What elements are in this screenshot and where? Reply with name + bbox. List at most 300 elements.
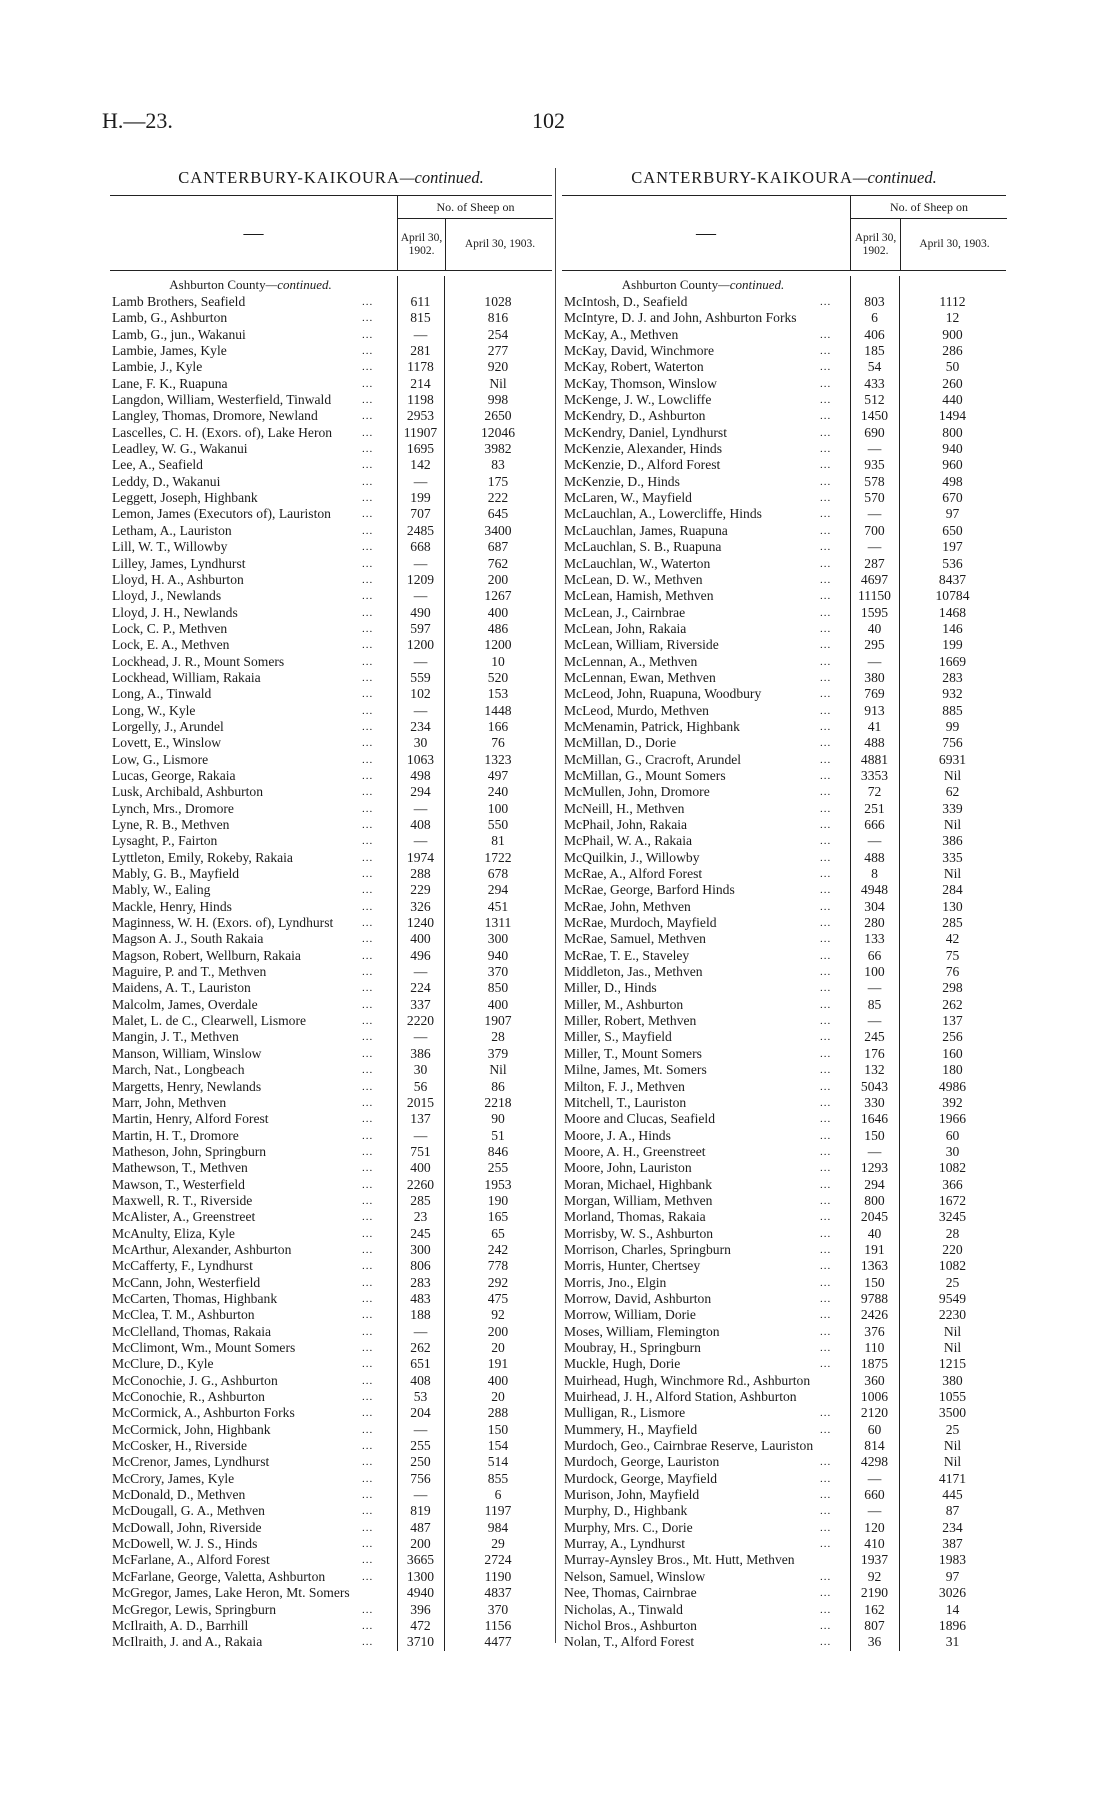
table-row <box>562 327 1006 343</box>
table-row <box>562 523 1006 539</box>
owner-name: Miller, D., Hinds <box>564 980 657 996</box>
sheep-1902: 200 <box>410 1536 431 1552</box>
leader-dots: ... <box>362 819 374 831</box>
leader-dots: ... <box>362 1538 374 1551</box>
leader-dots: ... <box>820 835 832 848</box>
owner-name: Lockhead, William, Rakaia <box>112 669 261 685</box>
owner-name: McAlister, A., Greenstreet <box>112 1209 256 1225</box>
sheep-1903: 51 <box>491 1127 505 1143</box>
sheep-1903: 380 <box>942 1372 963 1388</box>
owner-name: Morrow, David, Ashburton <box>564 1290 712 1306</box>
sheep-1903: 445 <box>942 1487 963 1503</box>
table-row <box>562 1291 1006 1307</box>
table-row <box>562 376 1006 392</box>
sheep-1902: 110 <box>864 1340 885 1355</box>
owner-name: Manson, William, Winslow <box>112 1045 262 1061</box>
table-row <box>110 1634 552 1650</box>
leader-dots: ... <box>820 1145 832 1158</box>
owner-name: Morris, Hunter, Chertsey <box>564 1258 701 1274</box>
leader-dots: ... <box>362 868 374 881</box>
table-row <box>562 1405 1006 1421</box>
sheep-1902: — <box>413 653 428 669</box>
sheep-1902: 11150 <box>858 588 891 604</box>
leader-dots: ... <box>362 851 374 864</box>
table-row <box>110 1487 552 1503</box>
leader-dots: ... <box>820 557 832 570</box>
leader-dots: ... <box>820 1407 832 1420</box>
sheep-1903: 1722 <box>484 849 512 865</box>
sheep-1903: 99 <box>945 718 960 734</box>
sheep-1902: — <box>867 1470 882 1486</box>
table-row <box>562 850 1006 866</box>
sheep-1902: — <box>413 1127 428 1143</box>
table-row <box>110 605 552 621</box>
owner-name: Lyttleton, Emily, Rokeby, Rakaia <box>112 849 293 865</box>
sheep-1903: 284 <box>942 882 963 898</box>
table-row <box>110 457 552 473</box>
leader-dots: ... <box>362 1080 374 1093</box>
leader-dots: ... <box>362 933 374 946</box>
owner-name: Mangin, J. T., Methven <box>112 1029 239 1045</box>
table-row <box>562 1062 1006 1078</box>
table-row <box>110 294 552 310</box>
owner-name: McLennan, Ewan, Methven <box>564 669 716 685</box>
sheep-1903: 14 <box>945 1601 960 1617</box>
leader-dots: ... <box>362 966 374 979</box>
group-label: No. of Sheep on <box>851 196 1007 219</box>
sheep-1903: 242 <box>487 1241 509 1257</box>
sheep-1902: 690 <box>864 424 885 440</box>
owner-name: McCarten, Thomas, Highbank <box>112 1290 278 1306</box>
leader-dots: ... <box>362 655 374 668</box>
sheep-1903: 670 <box>942 490 963 506</box>
sheep-1903: 62 <box>945 784 960 800</box>
leader-dots: ... <box>362 459 374 472</box>
sheep-1902: 234 <box>410 718 431 734</box>
owner-name: Moore, John, Lauriston <box>564 1160 692 1176</box>
table-row <box>562 490 1006 506</box>
leader-dots: ... <box>362 1064 374 1077</box>
table-row <box>562 294 1006 310</box>
sheep-1902: 815 <box>410 310 431 326</box>
sheep-1902: 1695 <box>406 441 435 457</box>
sheep-1903: 256 <box>942 1029 963 1045</box>
sheep-1903: 486 <box>487 620 509 636</box>
sheep-1903: 885 <box>942 702 963 718</box>
owner-name: McKay, Thomson, Winslow <box>564 375 717 391</box>
leader-dots: ... <box>362 704 374 717</box>
table-row <box>562 752 1006 768</box>
sheep-1902: — <box>413 326 428 342</box>
table-row <box>562 605 1006 621</box>
sheep-1902: 56 <box>413 1078 428 1094</box>
sheep-1902: 120 <box>864 1519 885 1535</box>
sheep-1903: 20 <box>491 1340 505 1355</box>
owner-name: McLauchlan, W., Waterton <box>564 555 711 571</box>
sheep-1903: 191 <box>487 1356 509 1372</box>
owner-name: Murray, A., Lyndhurst <box>564 1536 686 1552</box>
sheep-1902: 1450 <box>860 408 889 424</box>
leader-dots: ... <box>362 1391 374 1404</box>
leader-dots: ... <box>362 1227 374 1240</box>
table-row <box>110 1062 552 1078</box>
table-row <box>562 425 1006 441</box>
owner-name: Muirhead, Hugh, Winchmore Rd., Ashburton <box>564 1372 811 1388</box>
sheep-1902: 245 <box>410 1225 431 1241</box>
owner-name: Malet, L. de C., Clearwell, Lismore <box>112 1013 307 1029</box>
sheep-1902: 9788 <box>860 1290 889 1306</box>
table-row <box>110 735 552 751</box>
leader-dots: ... <box>820 655 832 668</box>
sheep-1903: 1311 <box>484 915 512 931</box>
table-row <box>110 1569 552 1585</box>
leader-dots: ... <box>362 688 374 701</box>
sheep-1903: 42 <box>945 931 960 947</box>
owner-name: McLauchlan, A., Lowercliffe, Hinds <box>564 506 762 522</box>
sheep-1903: 28 <box>491 1029 505 1045</box>
leader-dots: ... <box>362 492 374 505</box>
sheep-1903: 1197 <box>484 1503 512 1519</box>
leader-dots: ... <box>362 557 374 570</box>
sheep-1902: 2015 <box>406 1094 435 1110</box>
sheep-1902: 803 <box>864 294 885 309</box>
sheep-1903: 536 <box>942 555 963 571</box>
sheep-1903: 87 <box>945 1503 960 1519</box>
group-label: No. of Sheep on <box>398 196 553 219</box>
leader-dots: ... <box>362 508 374 521</box>
table-row <box>110 1454 552 1470</box>
owner-name: Moses, William, Flemington <box>564 1323 720 1339</box>
table-row <box>110 1471 552 1487</box>
sheep-1903: 4986 <box>938 1078 967 1094</box>
leader-dots: ... <box>820 1178 832 1191</box>
sheep-1903: 234 <box>942 1519 963 1535</box>
table-row <box>562 1258 1006 1274</box>
county-name: Ashburton County <box>169 277 266 292</box>
owner-name: Martin, H. T., Dromore <box>112 1127 239 1143</box>
leader-dots: ... <box>820 1521 832 1534</box>
table-row <box>110 1160 552 1176</box>
owner-name: Mackle, Henry, Hinds <box>112 898 232 914</box>
leader-dots: ... <box>362 884 374 897</box>
owner-name: McLauchlan, S. B., Ruapuna <box>564 539 722 555</box>
table-row <box>562 572 1006 588</box>
sheep-1903: 1267 <box>484 588 512 604</box>
table-row <box>562 1111 1006 1127</box>
table-row <box>110 1389 552 1405</box>
leader-dots: ... <box>362 1015 374 1028</box>
table-row <box>110 1552 552 1568</box>
leader-dots: ... <box>820 704 832 717</box>
table-row <box>562 1340 1006 1356</box>
sheep-1903: 254 <box>487 326 509 342</box>
sheep-1903: 678 <box>487 866 509 882</box>
sheep-1903: 1200 <box>484 637 512 653</box>
sheep-1903: 260 <box>942 375 963 391</box>
sheep-1902: 2190 <box>860 1585 889 1601</box>
table-row <box>110 1275 552 1291</box>
sheep-1902: 262 <box>410 1340 431 1355</box>
sheep-1903: 25 <box>945 1274 960 1290</box>
sheep-1903: 130 <box>942 898 963 914</box>
table-row <box>562 1389 1006 1405</box>
table-row <box>562 1128 1006 1144</box>
sheep-1902: — <box>413 555 428 571</box>
table-row <box>110 1258 552 1274</box>
sheep-1902: 751 <box>410 1143 431 1159</box>
sheep-1903: 97 <box>945 1568 960 1584</box>
leader-dots: ... <box>362 982 374 995</box>
county-heading <box>110 276 391 294</box>
leader-dots: ... <box>362 1407 374 1420</box>
sheep-1903: 370 <box>487 1601 509 1617</box>
sheep-1903: 940 <box>942 441 963 457</box>
table-row <box>562 1209 1006 1225</box>
owner-name: Lemon, James (Executors of), Lauriston <box>112 506 331 522</box>
sheep-1902: 4697 <box>860 571 889 587</box>
owner-name: Miller, M., Ashburton <box>564 996 684 1012</box>
owner-name: Mawson, T., Westerfield <box>112 1176 245 1192</box>
sheep-1903: 339 <box>942 800 963 816</box>
leader-dots: ... <box>820 1603 832 1616</box>
owner-name: McMillan, D., Dorie <box>564 735 677 751</box>
sheep-1902: 408 <box>410 817 431 832</box>
sheep-1903: 146 <box>942 620 963 636</box>
leader-dots: ... <box>820 737 832 750</box>
sheep-1903: 900 <box>942 326 963 342</box>
table-row <box>110 850 552 866</box>
sheep-1903: 855 <box>487 1470 509 1486</box>
sheep-1903: 197 <box>942 539 963 555</box>
sheep-1902: 41 <box>867 718 882 734</box>
table-row <box>110 310 552 326</box>
leader-dots: ... <box>362 1342 374 1354</box>
leader-dots: ... <box>362 671 374 684</box>
sheep-1902: — <box>867 441 882 457</box>
sheep-1903: 1983 <box>938 1552 967 1568</box>
leader-dots: ... <box>362 361 374 374</box>
sheep-1902: 1646 <box>860 1111 889 1127</box>
sheep-1903: 1953 <box>484 1176 512 1192</box>
table-row <box>110 833 552 849</box>
sheep-1903: 298 <box>942 980 963 996</box>
leader-dots: ... <box>820 1211 832 1224</box>
owner-name: March, Nat., Longbeach <box>112 1062 245 1078</box>
owner-name: Lamb, G., jun., Wakanui <box>112 326 246 342</box>
sheep-1902: 85 <box>867 996 882 1012</box>
table-row <box>110 1111 552 1127</box>
owner-name: Lane, F. K., Ruapuna <box>112 375 228 391</box>
sheep-1903: 65 <box>491 1225 505 1241</box>
sheep-1902: 660 <box>864 1487 885 1503</box>
owner-name: McConochie, J. G., Ashburton <box>112 1372 278 1388</box>
owner-name: Low, G., Lismore <box>112 751 209 767</box>
sheep-1902: 214 <box>410 375 431 391</box>
sheep-1902: 66 <box>867 947 882 963</box>
sheep-1902: 2220 <box>406 1013 435 1029</box>
sheep-1903: 960 <box>942 457 963 473</box>
table-row <box>110 556 552 572</box>
table-row <box>562 441 1006 457</box>
table-row <box>562 1193 1006 1209</box>
owner-name: Nee, Thomas, Cairnbrae <box>564 1585 697 1601</box>
table-row <box>562 801 1006 817</box>
table-row <box>562 506 1006 522</box>
table-row <box>110 425 552 441</box>
sheep-1902: 250 <box>410 1454 431 1470</box>
sheep-1903: 300 <box>487 931 509 947</box>
sheep-1902: 40 <box>867 620 882 636</box>
sheep-1902: 1595 <box>860 604 889 620</box>
leader-dots: ... <box>362 622 374 635</box>
sheep-1902: 337 <box>410 996 431 1012</box>
sheep-1902: 1363 <box>860 1258 889 1274</box>
table-row <box>110 1618 552 1634</box>
sheep-1902: 386 <box>410 1045 431 1061</box>
table-row <box>562 686 1006 702</box>
leader-dots: ... <box>362 1619 374 1632</box>
table-row <box>110 1307 552 1323</box>
sheep-1903: 292 <box>487 1274 509 1290</box>
table-row <box>110 523 552 539</box>
sheep-1902: 570 <box>864 490 885 506</box>
sheep-1903: 366 <box>942 1176 963 1192</box>
table-body <box>110 276 552 1651</box>
table-row <box>562 539 1006 555</box>
owner-name: McCrory, James, Kyle <box>112 1470 235 1486</box>
owner-name: McClure, D., Kyle <box>112 1356 214 1372</box>
sheep-1903: 92 <box>491 1307 505 1323</box>
table-row <box>110 392 552 408</box>
owner-name: McKay, A., Methven <box>564 326 679 342</box>
leader-dots: ... <box>820 361 832 374</box>
owner-name: Murdock, George, Mayfield <box>564 1470 718 1486</box>
owner-name: McGregor, Lewis, Springburn <box>112 1601 277 1617</box>
sheep-1902: 283 <box>410 1274 431 1290</box>
sheep-1902: 498 <box>410 767 431 783</box>
table-row <box>110 1324 552 1340</box>
owner-name: Lynch, Mrs., Dromore <box>112 800 234 816</box>
sheep-1902: 2045 <box>860 1209 889 1225</box>
sheep-1902: 102 <box>410 686 431 702</box>
owner-name: McLean, Hamish, Methven <box>564 588 714 604</box>
table-row <box>110 343 552 359</box>
leader-dots: ... <box>362 1521 374 1534</box>
sheep-1903: Nil <box>943 1454 962 1470</box>
sheep-1903: 86 <box>491 1078 505 1094</box>
owner-name: McRae, George, Barford Hinds <box>564 882 735 898</box>
sheep-1903: 1215 <box>938 1356 967 1372</box>
sheep-1902: 406 <box>864 326 885 342</box>
sheep-1902: 597 <box>410 620 431 636</box>
sheep-1902: 1198 <box>407 392 434 408</box>
table-header <box>110 195 552 271</box>
owner-name: McCormick, A., Ashburton Forks <box>112 1405 295 1421</box>
owner-name: Lamb Brothers, Seafield <box>112 294 246 309</box>
sheep-1902: — <box>413 800 428 816</box>
leader-dots: ... <box>820 1325 832 1338</box>
sheep-1903: 940 <box>487 947 509 963</box>
owner-name: McFarlane, A., Alford Forest <box>112 1552 270 1568</box>
table-row <box>562 1552 1006 1568</box>
sheep-1902: 3353 <box>860 767 889 783</box>
owner-name: Marr, John, Methven <box>112 1094 227 1110</box>
owner-name: Morrison, Charles, Springburn <box>564 1241 731 1257</box>
table-row <box>562 1503 1006 1519</box>
sheep-1902: 1937 <box>860 1552 889 1568</box>
leader-dots: ... <box>362 1178 374 1191</box>
sheep-1903: 1468 <box>938 604 967 620</box>
leader-dots: ... <box>820 998 832 1011</box>
sheep-1903: 2230 <box>938 1307 967 1323</box>
leader-dots: ... <box>362 1472 374 1485</box>
owner-name: McCafferty, F., Lyndhurst <box>112 1258 253 1274</box>
owner-name: Letham, A., Lauriston <box>112 522 232 538</box>
table-row <box>562 964 1006 980</box>
table-row <box>110 866 552 882</box>
table-row <box>562 1177 1006 1193</box>
owner-name: McCormick, John, Highbank <box>112 1421 271 1437</box>
table-row <box>562 1536 1006 1552</box>
owner-name: Magson, Robert, Wellburn, Rakaia <box>112 947 301 963</box>
owner-name: Matheson, John, Springburn <box>112 1143 267 1159</box>
sheep-1902: 330 <box>864 1094 885 1110</box>
sheep-1903: 30 <box>945 1143 960 1159</box>
owner-name: Long, W., Kyle <box>112 702 196 718</box>
sheep-1903: 12046 <box>481 424 515 440</box>
page-number: 102 <box>532 108 565 133</box>
sheep-1903: 25 <box>945 1421 960 1437</box>
table-row <box>562 1618 1006 1634</box>
sheep-1902: 4881 <box>860 751 889 767</box>
owner-name: Maguire, P. and T., Methven <box>112 964 267 980</box>
table-row <box>562 768 1006 784</box>
owner-name: Morris, Jno., Elgin <box>564 1274 667 1290</box>
owner-name: Magson A. J., South Rakaia <box>112 931 264 947</box>
sheep-1902: 72 <box>867 784 882 800</box>
sheep-1902: 176 <box>864 1045 885 1061</box>
sheep-1903: 60 <box>945 1127 960 1143</box>
owner-name: McKay, David, Winchmore <box>564 343 715 359</box>
sheep-1903: 76 <box>491 735 505 751</box>
leader-dots: ... <box>820 982 832 995</box>
sheep-1902: 668 <box>410 539 431 555</box>
sheep-1903: 645 <box>487 506 509 522</box>
owner-name: Muirhead, J. H., Alford Station, Ashburton <box>564 1389 797 1405</box>
sheep-1903: 3400 <box>484 522 512 538</box>
leader-dots: ... <box>820 541 832 554</box>
sheep-1903: 200 <box>487 571 509 587</box>
leader-dots: ... <box>362 1309 374 1322</box>
owner-name: McClimont, Wm., Mount Somers <box>112 1340 296 1355</box>
table-row <box>562 735 1006 751</box>
table-row <box>110 1128 552 1144</box>
table-row <box>110 408 552 424</box>
sheep-1903: 255 <box>487 1160 509 1176</box>
owner-name: McIlraith, A. D., Barrhill <box>112 1617 249 1633</box>
table-row <box>110 801 552 817</box>
table-row <box>562 588 1006 604</box>
leader-dots: ... <box>820 443 832 456</box>
owner-name: Maginness, W. H. (Exors. of), Lyndhurst <box>112 915 334 931</box>
sheep-1902: 488 <box>864 849 885 865</box>
table-row <box>110 899 552 915</box>
owner-name: McConochie, R., Ashburton <box>112 1389 265 1405</box>
owner-name: McIlraith, J. and A., Rakaia <box>112 1634 263 1650</box>
owner-name: Morland, Thomas, Rakaia <box>564 1209 706 1225</box>
sheep-1902: 280 <box>864 915 885 931</box>
sheep-1903: 1907 <box>484 1013 512 1029</box>
